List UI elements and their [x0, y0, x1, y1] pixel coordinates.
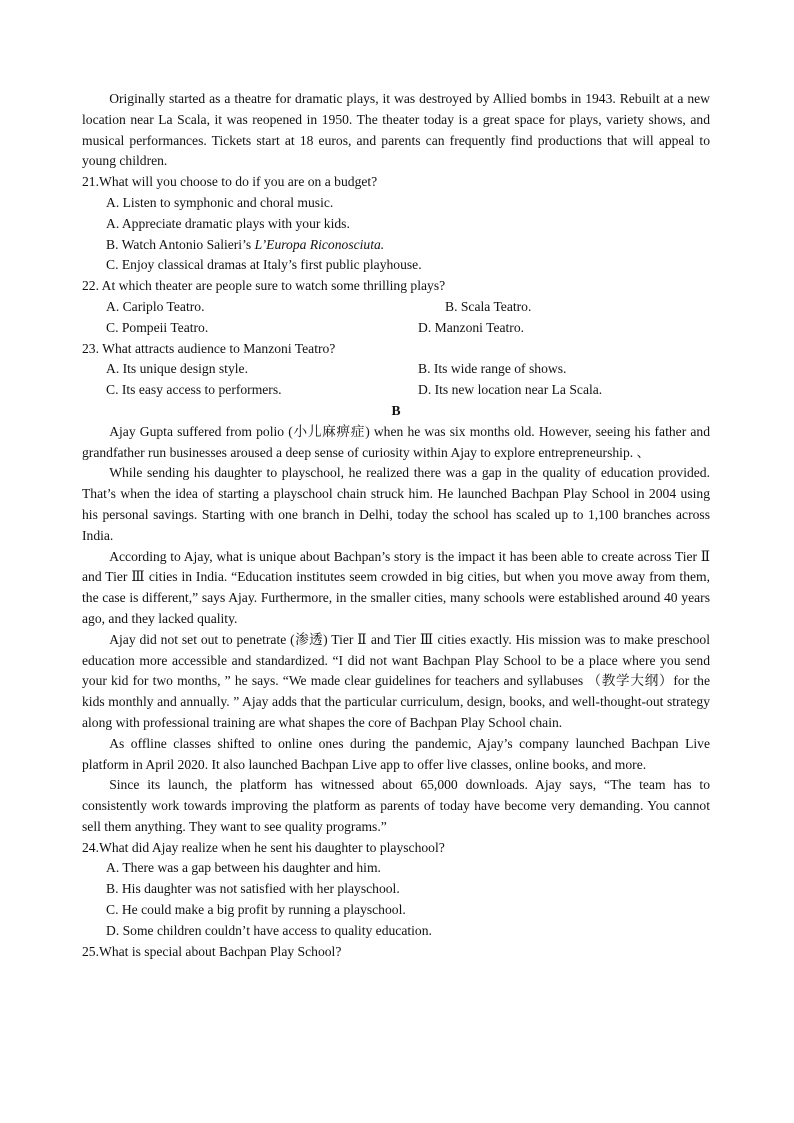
passage-b-paragraph-6: Since its launch, the platform has witnessed about 65,000 downloads. Ajay says, “The team has to consistently work towards improving the platform as parents of today have become very demanding. You cannot sell them anything. They want to see quality programs.” [82, 777, 710, 834]
question-21-option-b-text: B. Watch Antonio Salieri’s [106, 236, 255, 252]
question-24-option-c: C. He could make a big profit by running a playschool. [106, 902, 406, 918]
question-23-options-row-2 [82, 380, 710, 401]
question-23-option-d: D. Its new location near La Scala. [418, 382, 603, 398]
question-22-stem: 22. At which theater are people sure to watch some thrilling plays? [82, 278, 446, 294]
question-25-stem: 25.What is special about Bachpan Play School? [82, 943, 342, 959]
question-22-options-row-1 [82, 297, 710, 318]
question-21-stem: 21.What will you choose to do if you are on a budget? [82, 174, 378, 190]
passage-b-paragraph-5: As offline classes shifted to online ones during the pandemic, Ajay’s company launched Bachpan Live platform in April 2020. It also launched Bachpan Live app to offer live classes, online books, and more. [82, 735, 710, 772]
question-22-options-row-2 [82, 318, 710, 339]
question-22-option-b: B. Scala Teatro. [445, 298, 532, 314]
question-24-option-b: B. His daughter was not satisfied with her playschool. [106, 881, 400, 897]
passage-b-paragraph-1: Ajay Gupta suffered from polio (小儿麻痹症) when he was six months old. However, seeing his father and grandfather run businesses aroused a deep sense of curiosity within Ajay to explore entrepreneurship. 、 [82, 423, 710, 460]
question-22-option-a: A. Cariplo Teatro. [106, 298, 205, 314]
question-24-option-a: A. There was a gap between his daughter and him. [106, 860, 381, 876]
question-22-option-c: C. Pompeii Teatro. [106, 319, 209, 335]
question-23-option-c: C. Its easy access to performers. [106, 382, 282, 398]
question-23-stem: 23. What attracts audience to Manzoni Teatro? [82, 340, 336, 356]
question-23-option-a: A. Its unique design style. [106, 361, 248, 377]
question-21-option-a: A. Listen to symphonic and choral music. [106, 194, 334, 210]
question-24-stem: 24.What did Ajay realize when he sent his daughter to playschool? [82, 839, 445, 855]
question-24-option-d: D. Some children couldn’t have access to quality education. [106, 922, 432, 938]
question-23-options-row-1 [82, 359, 710, 380]
question-21-option-c: C. Enjoy classical dramas at Italy’s first public playhouse. [106, 257, 422, 273]
question-23-option-b: B. Its wide range of shows. [418, 361, 567, 377]
passage-b-paragraph-2: While sending his daughter to playschool, he realized there was a gap in the quality of education provided. That’s when the idea of starting a playschool chain struck him. He launched Bachpan Play School in 2004 using his personal savings. Starting with one branch in Delhi, today the school has scaled up to 1,100 branches across India. [82, 465, 710, 543]
passage-a-paragraph: Originally started as a theatre for dramatic plays, it was destroyed by Allied bombs in 1943. Rebuilt at a new location near La Scala, it was reopened in 1950. The theater today is a great space for plays, variety shows, and musical performances. Tickets start at 18 euros, and parents can frequently find productions that will appeal to young children. [82, 91, 710, 169]
section-b-heading: B [391, 402, 401, 418]
passage-b-paragraph-3: According to Ajay, what is unique about Bachpan’s story is the impact it has been able to create across Tier Ⅱ and Tier Ⅲ cities in India. “Education institutes seem crowded in big cities, but when you move away from them, the case is different,” says Ajay. Furthermore, in the smaller cities, many schools were established around 40 years ago, and they lacked quality. [82, 548, 710, 626]
opera-title: L’Europa Riconosciuta. [254, 236, 385, 252]
question-21-option-a-second: A. Appreciate dramatic plays with your kids. [106, 215, 350, 231]
document-page [82, 89, 710, 962]
passage-b-paragraph-4: Ajay did not set out to penetrate (渗透) Tier Ⅱ and Tier Ⅲ cities exactly. His mission was to make preschool education more accessible and standardized. “I did not want Bachpan Play School to be a place where you send your kid for two months, ” he says. “We made clear guidelines for teachers and syllabuses （教学大纲）for the kids monthly and annually. ” Ajay adds that the particular curriculum, design, books, and well-thought-out strategy along with professional training are what shapes the core of Bachpan Play School chain. [82, 631, 710, 730]
question-22-option-d: D. Manzoni Teatro. [418, 319, 525, 335]
question-21-option-b [82, 235, 710, 256]
